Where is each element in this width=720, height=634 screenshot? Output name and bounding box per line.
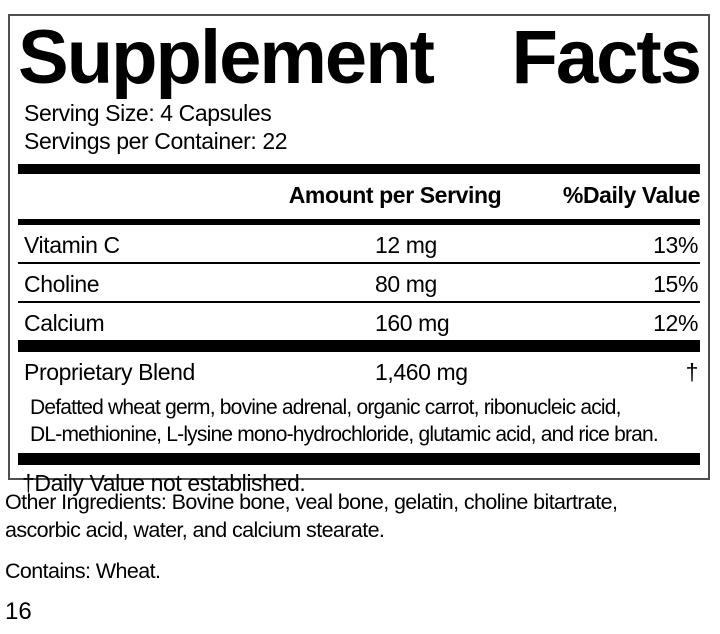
nutrient-name: Vitamin C	[24, 232, 120, 258]
page-number: 16	[5, 598, 32, 625]
nutrient-daily-value: 13%	[653, 232, 698, 258]
thick-divider-top	[18, 164, 700, 174]
thick-divider-above-footnote	[18, 453, 700, 465]
nutrient-daily-value: 15%	[653, 271, 698, 297]
panel-title-word-facts: Facts	[511, 15, 700, 100]
table-row-calcium	[18, 303, 700, 340]
blend-description	[18, 394, 700, 448]
nutrient-amount: 80 mg	[375, 271, 437, 297]
table-row-vitamin-c	[18, 225, 700, 264]
serving-size-line: Serving Size: 4 Capsules	[24, 100, 272, 126]
thick-divider-above-blend	[18, 340, 700, 352]
panel-title-word-supplement: Supplement	[18, 15, 433, 100]
blend-name: Proprietary Blend	[24, 359, 195, 385]
table-row-choline	[18, 264, 700, 303]
nutrient-name: Choline	[24, 271, 100, 297]
table-header-row	[18, 174, 700, 219]
amount-per-serving-header: Amount per Serving	[288, 182, 502, 208]
nutrient-amount: 160 mg	[375, 310, 450, 336]
dagger-symbol: †	[685, 359, 698, 385]
table-row-proprietary-blend	[18, 352, 700, 389]
serving-info	[24, 99, 700, 155]
blend-amount: 1,460 mg	[375, 359, 468, 385]
nutrient-name: Calcium	[24, 310, 105, 336]
supplement-facts-panel	[8, 14, 710, 496]
other-ingredients	[5, 488, 715, 544]
daily-value-footnote: †Daily Value not established.	[22, 470, 306, 496]
nutrient-daily-value: 12%	[653, 310, 698, 336]
daily-value-header: %Daily Value	[562, 182, 700, 208]
nutrient-amount: 12 mg	[375, 232, 437, 258]
blend-description-line: Defatted wheat germ, bovine adrenal, organic carrot, ribonucleic acid,	[30, 396, 621, 419]
servings-per-container-line: Servings per Container: 22	[24, 128, 288, 154]
blend-description-line: DL-methionine, L-lysine mono-hydrochloride, glutamic acid, and rice bran.	[30, 423, 658, 446]
contains-statement: Contains: Wheat.	[5, 559, 161, 583]
other-ingredients-line: ascorbic acid, water, and calcium stearate.	[5, 518, 385, 542]
below-panel-text	[5, 488, 715, 626]
panel-title	[18, 15, 700, 100]
other-ingredients-line: Other Ingredients: Bovine bone, veal bone, gelatin, choline bitartrate,	[5, 490, 618, 514]
